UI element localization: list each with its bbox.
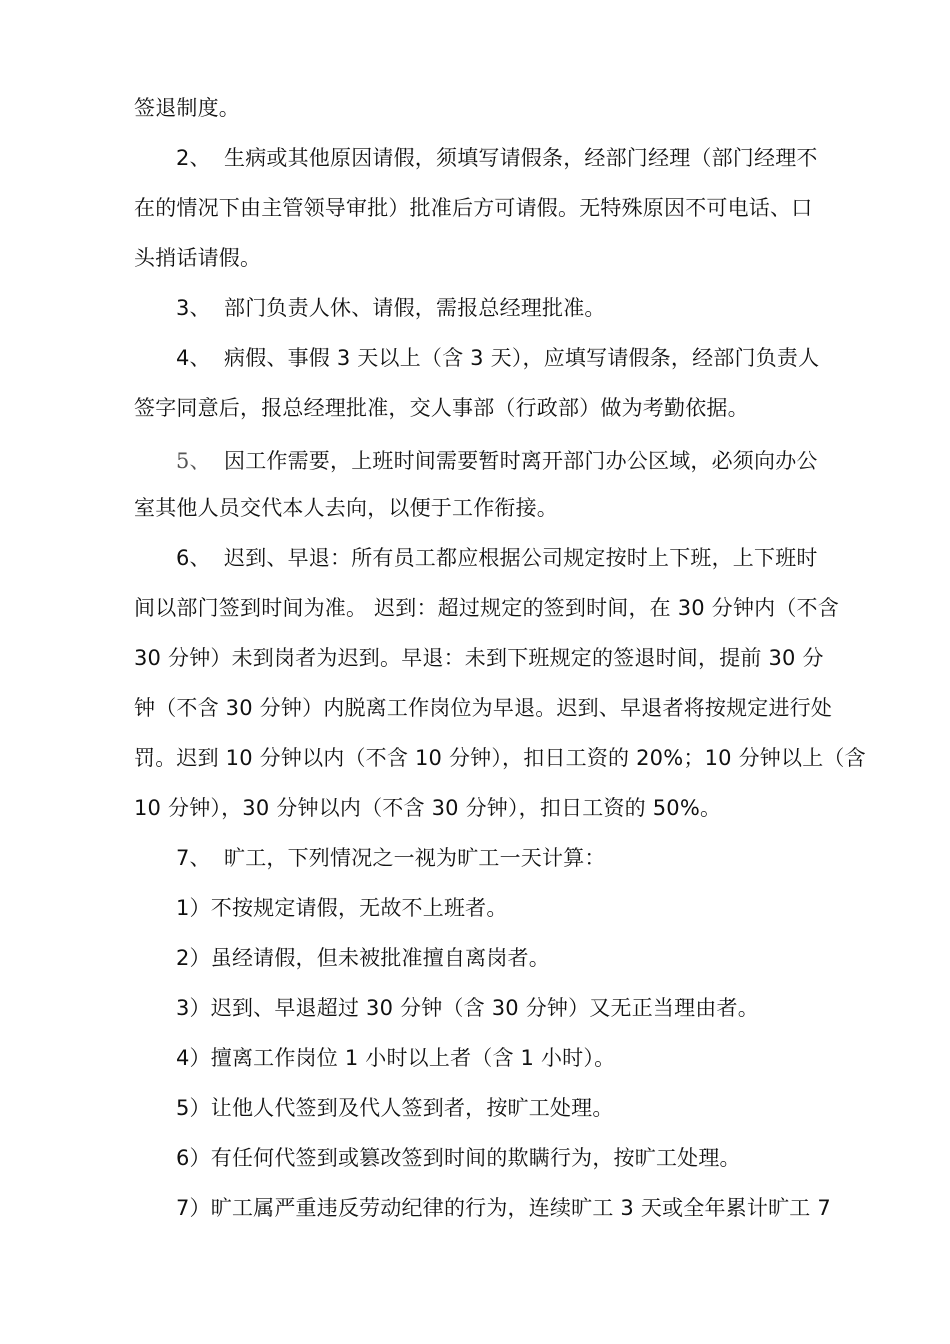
numbered-paragraph-7 bbox=[176, 843, 906, 873]
list-item bbox=[176, 1193, 906, 1223]
list-item bbox=[176, 1043, 906, 1073]
numbered-paragraph-6 bbox=[176, 543, 906, 573]
item-number: 5、 bbox=[176, 449, 211, 473]
list-item bbox=[176, 1093, 906, 1123]
text-line bbox=[134, 393, 864, 423]
text-line bbox=[134, 743, 864, 773]
text-line bbox=[134, 593, 864, 623]
line-text: 罚。迟到 10 分钟以内（不含 10 分钟），扣日工资的 20%；10 分钟以上（含 bbox=[134, 746, 866, 770]
item-number: 7、 bbox=[176, 846, 211, 870]
item-number: 2、 bbox=[176, 146, 211, 170]
numbered-paragraph-3 bbox=[176, 293, 906, 323]
line-text: 部门负责人休、请假，需报总经理批准。 bbox=[224, 296, 606, 320]
line-text: 在的情况下由主管领导审批）批准后方可请假。无特殊原因不可电话、口 bbox=[134, 196, 813, 220]
list-item bbox=[176, 943, 906, 973]
line-text: 间以部门签到时间为准。 迟到：超过规定的签到时间，在 30 分钟内（不含 bbox=[134, 596, 839, 620]
line-text: 生病或其他原因请假，须填写请假条，经部门经理（部门经理不 bbox=[224, 146, 818, 170]
line-text: 迟到、早退：所有员工都应根据公司规定按时上下班，上下班时 bbox=[224, 546, 818, 570]
text-line bbox=[134, 793, 864, 823]
text-line bbox=[134, 193, 864, 223]
line-text: 7）旷工属严重违反劳动纪律的行为，连续旷工 3 天或全年累计旷工 7 bbox=[176, 1196, 831, 1220]
list-item bbox=[176, 893, 906, 923]
line-text: 3）迟到、早退超过 30 分钟（含 30 分钟）又无正当理由者。 bbox=[176, 996, 759, 1020]
text-line bbox=[134, 643, 864, 673]
item-number: 3、 bbox=[176, 296, 211, 320]
line-text: 头捎话请假。 bbox=[134, 246, 262, 270]
line-text: 钟（不含 30 分钟）内脱离工作岗位为早退。迟到、早退者将按规定进行处 bbox=[134, 696, 833, 720]
list-item bbox=[176, 993, 906, 1023]
text-line bbox=[134, 693, 864, 723]
line-text: 病假、事假 3 天以上（含 3 天），应填写请假条，经部门负责人 bbox=[224, 346, 820, 370]
line-text: 4）擅离工作岗位 1 小时以上者（含 1 小时）。 bbox=[176, 1046, 616, 1070]
line-text: 签退制度。 bbox=[134, 96, 240, 120]
line-text: 1）不按规定请假，无故不上班者。 bbox=[176, 896, 508, 920]
numbered-paragraph-4 bbox=[176, 343, 906, 373]
line-text: 室其他人员交代本人去向，以便于工作衔接。 bbox=[134, 496, 558, 520]
item-number: 4、 bbox=[176, 346, 211, 370]
line-text: 签字同意后，报总经理批准，交人事部（行政部）做为考勤依据。 bbox=[134, 396, 749, 420]
line-text: 2）虽经请假，但未被批准擅自离岗者。 bbox=[176, 946, 550, 970]
text-line bbox=[134, 493, 864, 523]
text-line bbox=[134, 243, 864, 273]
line-text: 30 分钟）未到岗者为迟到。早退：未到下班规定的签退时间，提前 30 分 bbox=[134, 646, 824, 670]
item-number: 6、 bbox=[176, 546, 211, 570]
line-text: 6）有任何代签到或篡改签到时间的欺瞒行为，按旷工处理。 bbox=[176, 1146, 741, 1170]
list-item bbox=[176, 1143, 906, 1173]
line-text: 5）让他人代签到及代人签到者，按旷工处理。 bbox=[176, 1096, 614, 1120]
line-text: 10 分钟），30 分钟以内（不含 30 分钟），扣日工资的 50%。 bbox=[134, 796, 722, 820]
numbered-paragraph-2 bbox=[176, 143, 906, 173]
numbered-paragraph-5 bbox=[176, 446, 906, 476]
line-text: 因工作需要，上班时间需要暂时离开部门办公区域，必须向办公 bbox=[224, 449, 818, 473]
text-line bbox=[134, 93, 864, 123]
line-text: 旷工，下列情况之一视为旷工一天计算： bbox=[224, 846, 606, 870]
